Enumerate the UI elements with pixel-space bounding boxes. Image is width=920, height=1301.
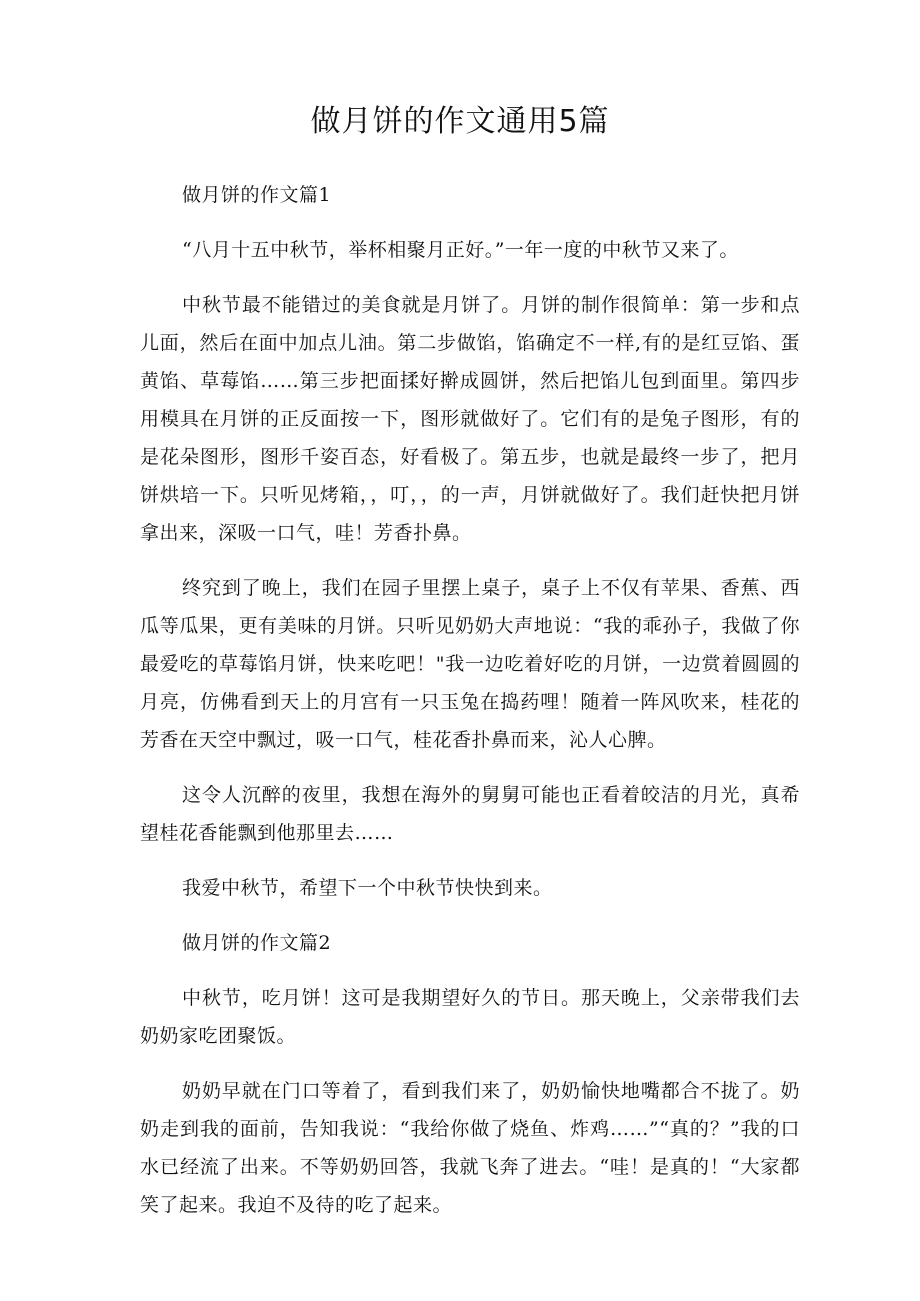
document-body <box>140 176 800 1241</box>
paragraph: 中秋节最不能错过的美食就是月饼了。月饼的制作很简单：第一步和点儿面，然后在面中加点儿油。第二步做馅，馅确定不一样,有的是红豆馅、蛋黄馅、草莓馅……第三步把面揉好擀成圆饼，然后把馅儿包到面里。第四步用模具在月饼的正反面按一下，图形就做好了。它们有的是兔子图形，有的是花朵图形，图形千姿百态，好看极了。第五步，也就是最终一步了，把月饼烘培一下。只听见烤箱，，叮，，的一声，月饼就做好了。我们赶快把月饼拿出来，深吸一口气，哇！芳香扑鼻。 <box>140 294 800 544</box>
paragraph: 这令人沉醉的夜里，我想在海外的舅舅可能也正看着皎洁的月光，真希望桂花香能飘到他那里去…… <box>140 784 800 844</box>
section-heading: 做月饼的作文篇1 <box>182 184 332 206</box>
section-heading: 做月饼的作文篇2 <box>182 932 332 954</box>
paragraph: “八月十五中秋节，举杯相聚月正好。”一年一度的中秋节又来了。 <box>182 239 739 261</box>
paragraph: 中秋节，吃月饼！这可是我期望好久的节日。那天晚上，父亲带我们去奶奶家吃团聚饭。 <box>140 987 800 1047</box>
essay-section-2 <box>140 924 800 1224</box>
paragraph: 奶奶早就在门口等着了，看到我们来了，奶奶愉快地嘴都合不拢了。奶奶走到我的面前，告知我说：“我给你做了烧鱼、炸鸡……”“真的？”我的口水已经流了出来。不等奶奶回答，我就飞奔了进去。“哇！是真的！“大家都笑了起来。我迫不及待的吃了起来。 <box>140 1080 800 1216</box>
paragraph: 我爱中秋节，希望下一个中秋节快快到来。 <box>182 877 553 899</box>
document-title: 做月饼的作文通用5篇 <box>310 104 610 139</box>
paragraph: 终究到了晚上，我们在园子里摆上桌子，桌子上不仅有苹果、香蕉、西瓜等瓜果，更有美味的月饼。只听见奶奶大声地说：“我的乖孙子，我做了你最爱吃的草莓馅月饼，快来吃吧！"我一边吃着好吃的月饼，一边赏着圆圆的月亮，仿佛看到天上的月宫有一只玉兔在捣药哩！随着一阵风吹来，桂花的芳香在天空中飘过，吸一口气，桂花香扑鼻而来，沁人心脾。 <box>140 577 800 751</box>
essay-section-1 <box>140 176 800 907</box>
